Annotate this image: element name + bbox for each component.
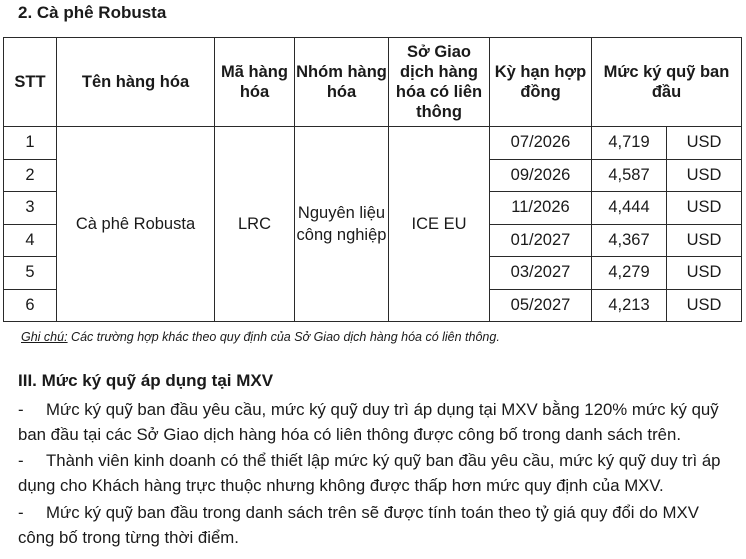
stt-cell: 3 (4, 192, 57, 225)
table-row (4, 127, 742, 160)
paragraph-text: Mức ký quỹ ban đầu yêu cầu, mức ký quỹ duy trì áp dụng tại MXV bằng 120% mức ký quỹ ban đầu tại các Sở Giao dịch hàng hóa có liên thông được công bố trong danh sách trên. (18, 400, 719, 444)
margin-value-cell: 4,367 (592, 224, 667, 257)
term-cell: 01/2027 (490, 224, 592, 257)
margin-value-cell: 4,719 (592, 127, 667, 160)
header-exchange: Sở Giao dịch hàng hóa có liên thông (389, 38, 490, 127)
currency-cell: USD (667, 289, 742, 322)
stt-cell: 2 (4, 159, 57, 192)
commodity-name-cell: Cà phê Robusta (57, 127, 215, 322)
exchange-cell: ICE EU (389, 127, 490, 322)
term-cell: 07/2026 (490, 127, 592, 160)
section-2-title: 2. Cà phê Robusta (18, 3, 167, 22)
margin-table (3, 37, 742, 322)
currency-cell: USD (667, 192, 742, 225)
term-cell: 09/2026 (490, 159, 592, 192)
header-stt: STT (4, 38, 57, 127)
currency-cell: USD (667, 224, 742, 257)
term-cell: 03/2027 (490, 257, 592, 290)
table-header-row (4, 38, 742, 127)
list-dash: - (18, 503, 24, 522)
header-term: Kỳ hạn hợp đồng (490, 38, 592, 127)
paragraph (18, 448, 730, 498)
margin-value-cell: 4,279 (592, 257, 667, 290)
paragraph (18, 500, 730, 550)
paragraph (18, 397, 730, 447)
list-dash: - (18, 400, 24, 419)
table-note (21, 330, 500, 344)
currency-cell: USD (667, 159, 742, 192)
header-group: Nhóm hàng hóa (295, 38, 389, 127)
header-name: Tên hàng hóa (57, 38, 215, 127)
stt-cell: 1 (4, 127, 57, 160)
commodity-code-cell: LRC (215, 127, 295, 322)
paragraph-text: Thành viên kinh doanh có thể thiết lập mức ký quỹ ban đầu yêu cầu, mức ký quỹ duy trì áp dụng cho Khách hàng trực thuộc nhưng không được thấp hơn mức quy định của MXV. (18, 451, 721, 495)
header-code: Mã hàng hóa (215, 38, 295, 127)
margin-value-cell: 4,444 (592, 192, 667, 225)
currency-cell: USD (667, 127, 742, 160)
term-cell: 11/2026 (490, 192, 592, 225)
stt-cell: 5 (4, 257, 57, 290)
margin-value-cell: 4,213 (592, 289, 667, 322)
term-cell: 05/2027 (490, 289, 592, 322)
margin-value-cell: 4,587 (592, 159, 667, 192)
header-margin: Mức ký quỹ ban đầu (592, 38, 742, 127)
paragraph-text: Mức ký quỹ ban đầu trong danh sách trên sẽ được tính toán theo tỷ giá quy đổi do MXV công bố trong từng thời điểm. (18, 503, 699, 547)
stt-cell: 6 (4, 289, 57, 322)
note-label: Ghi chú: (21, 330, 68, 344)
stt-cell: 4 (4, 224, 57, 257)
note-text: Các trường hợp khác theo quy định của Sở Giao dịch hàng hóa có liên thông. (67, 330, 500, 344)
section-3-title: III. Mức ký quỹ áp dụng tại MXV (18, 371, 274, 390)
commodity-group-cell: Nguyên liệu công nghiệp (295, 127, 389, 322)
list-dash: - (18, 451, 24, 470)
currency-cell: USD (667, 257, 742, 290)
